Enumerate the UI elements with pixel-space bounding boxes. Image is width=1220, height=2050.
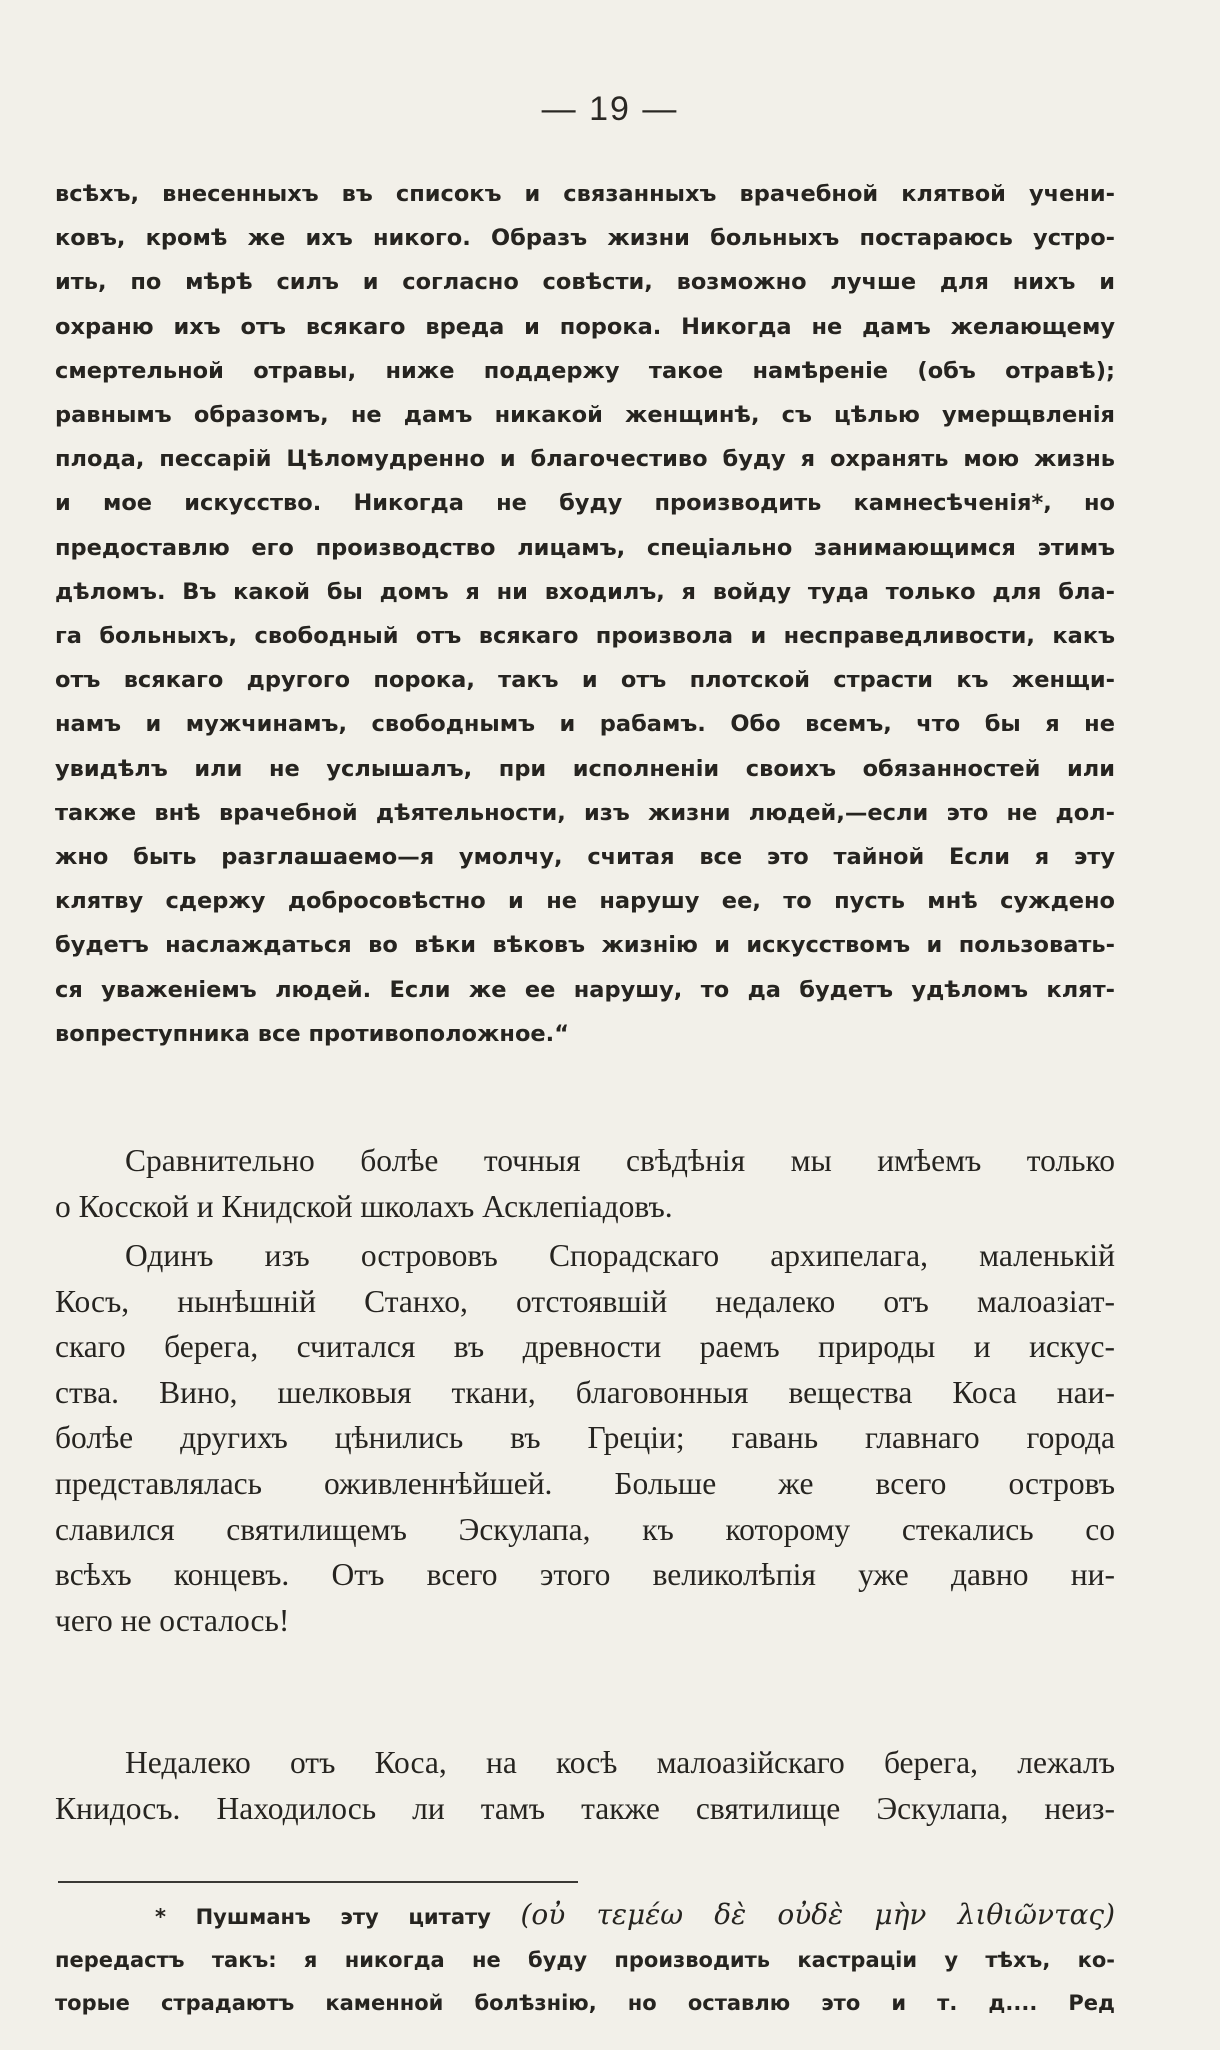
hippocratic-oath-quote — [55, 172, 1115, 1056]
footnote-line — [55, 1893, 1115, 1939]
paragraph-schools — [55, 1138, 1115, 1229]
paragraph-line: Одинъ изъ острововъ Спорадскаго архипелага, маленькій — [125, 1238, 1115, 1273]
oath-line: плода, пессарій Цѣломудренно и благочестиво буду я охранять мою жизнь — [55, 446, 1115, 473]
oath-line: ся уваженіемъ людей. Если же ее нарушу, то да будетъ удѣломъ клят- — [55, 976, 1115, 1003]
oath-line: будетъ наслаждаться во вѣки вѣковъ жизнію и искусствомъ и пользовать- — [55, 932, 1115, 959]
oath-line: предоставлю его производство лицамъ, спеціально занимающимся этимъ — [55, 534, 1115, 561]
oath-line: и мое искусство. Никогда не буду производить камнесѣченія*, но — [55, 490, 1115, 517]
paragraph-line: о Косской и Книдской школахъ Асклепіадовъ. — [55, 1188, 673, 1224]
footnote-line: передастъ такъ: я никогда не буду производить кастраціи у тѣхъ, ко- — [55, 1948, 1115, 1972]
oath-line: ковъ, кромѣ же ихъ никого. Образъ жизни больныхъ постараюсь устро- — [55, 225, 1115, 252]
oath-line: клятву сдержу добросовѣстно и не нарушу ее, то пусть мнѣ суждено — [55, 888, 1115, 915]
oath-line: вопреступника все противоположное.“ — [55, 1020, 570, 1047]
paragraph-line: Косъ, нынѣшній Станхо, отстоявшій недалеко отъ малоазіат- — [55, 1283, 1115, 1319]
oath-line: также внѣ врачебной дѣятельности, изъ жизни людей,—если это не дол- — [55, 799, 1115, 826]
paragraph-line: Недалеко отъ Коса, на косѣ малоазійскаго берега, лежалъ — [125, 1745, 1115, 1780]
page-number: — 19 — — [541, 90, 679, 128]
paragraph-knidos — [55, 1740, 1115, 1831]
oath-line: всѣхъ, внесенныхъ въ списокъ и связанныхъ врачебной клятвой учени- — [55, 181, 1115, 207]
oath-line: ить, по мѣрѣ силъ и согласно совѣсти, возможно лучше для нихъ и — [55, 269, 1115, 296]
oath-line: жно быть разглашаемо—я умолчу, считая все это тайной Если я эту — [55, 844, 1115, 871]
oath-line: равнымъ образомъ, не дамъ никакой женщинѣ, съ цѣлью умерщвленія — [55, 402, 1115, 429]
oath-line: смертельной отравы, ниже поддержу такое намѣреніе (объ отравѣ); — [55, 357, 1115, 384]
footnote-lead: * Пушманъ эту цитату — [155, 1905, 491, 1929]
oath-line: га больныхъ, свободный отъ всякаго произвола и несправедливости, какъ — [55, 623, 1115, 650]
paragraph-line: ства. Вино, шелковыя ткани, благовонныя вещества Коса наи- — [55, 1374, 1115, 1410]
oath-line: охраню ихъ отъ всякаго вреда и порока. Никогда не дамъ желающему — [55, 313, 1115, 340]
footnote-divider — [58, 1881, 578, 1883]
paragraph-line: славился святилищемъ Эскулапа, къ которому стекались со — [55, 1511, 1115, 1547]
footnote-line: торые страдаютъ каменной болѣзнію, но оставлю это и т. д.... Ред — [55, 1991, 1115, 2015]
oath-line: увидѣлъ или не услышалъ, при исполненіи своихъ обязанностей или — [55, 755, 1115, 782]
oath-line: дѣломъ. Въ какой бы домъ я ни входилъ, я войду туда только для бла- — [55, 578, 1115, 605]
paragraph-line: Сравнительно болѣе точныя свѣдѣнія мы имѣемъ только — [125, 1143, 1115, 1178]
footnote — [55, 1893, 1115, 2025]
footnote-greek-quote: (οὐ τεμέω δὲ οὐδὲ μὴν λιθιῶντας) — [520, 1898, 1116, 1931]
paragraph-line: чего не осталось! — [55, 1602, 290, 1638]
paragraph-line: всѣхъ концевъ. Отъ всего этого великолѣпія уже давно ни- — [55, 1557, 1115, 1593]
paragraph-line: скаго берега, считался въ древности раемъ природы и искус- — [55, 1329, 1115, 1365]
paragraph-kos — [55, 1233, 1115, 1643]
paragraph-line: представлялась оживленнѣйшей. Больше же всего островъ — [55, 1465, 1115, 1501]
oath-line: намъ и мужчинамъ, свободнымъ и рабамъ. Обо всемъ, что бы я не — [55, 711, 1115, 738]
paragraph-line: Книдосъ. Находилось ли тамъ также святилище Эскулапа, неиз- — [55, 1790, 1115, 1826]
paragraph-line: болѣе другихъ цѣнились въ Греціи; гавань главнаго города — [55, 1420, 1115, 1456]
oath-line: отъ всякаго другого порока, такъ и отъ плотской страсти къ женщи- — [55, 667, 1115, 694]
